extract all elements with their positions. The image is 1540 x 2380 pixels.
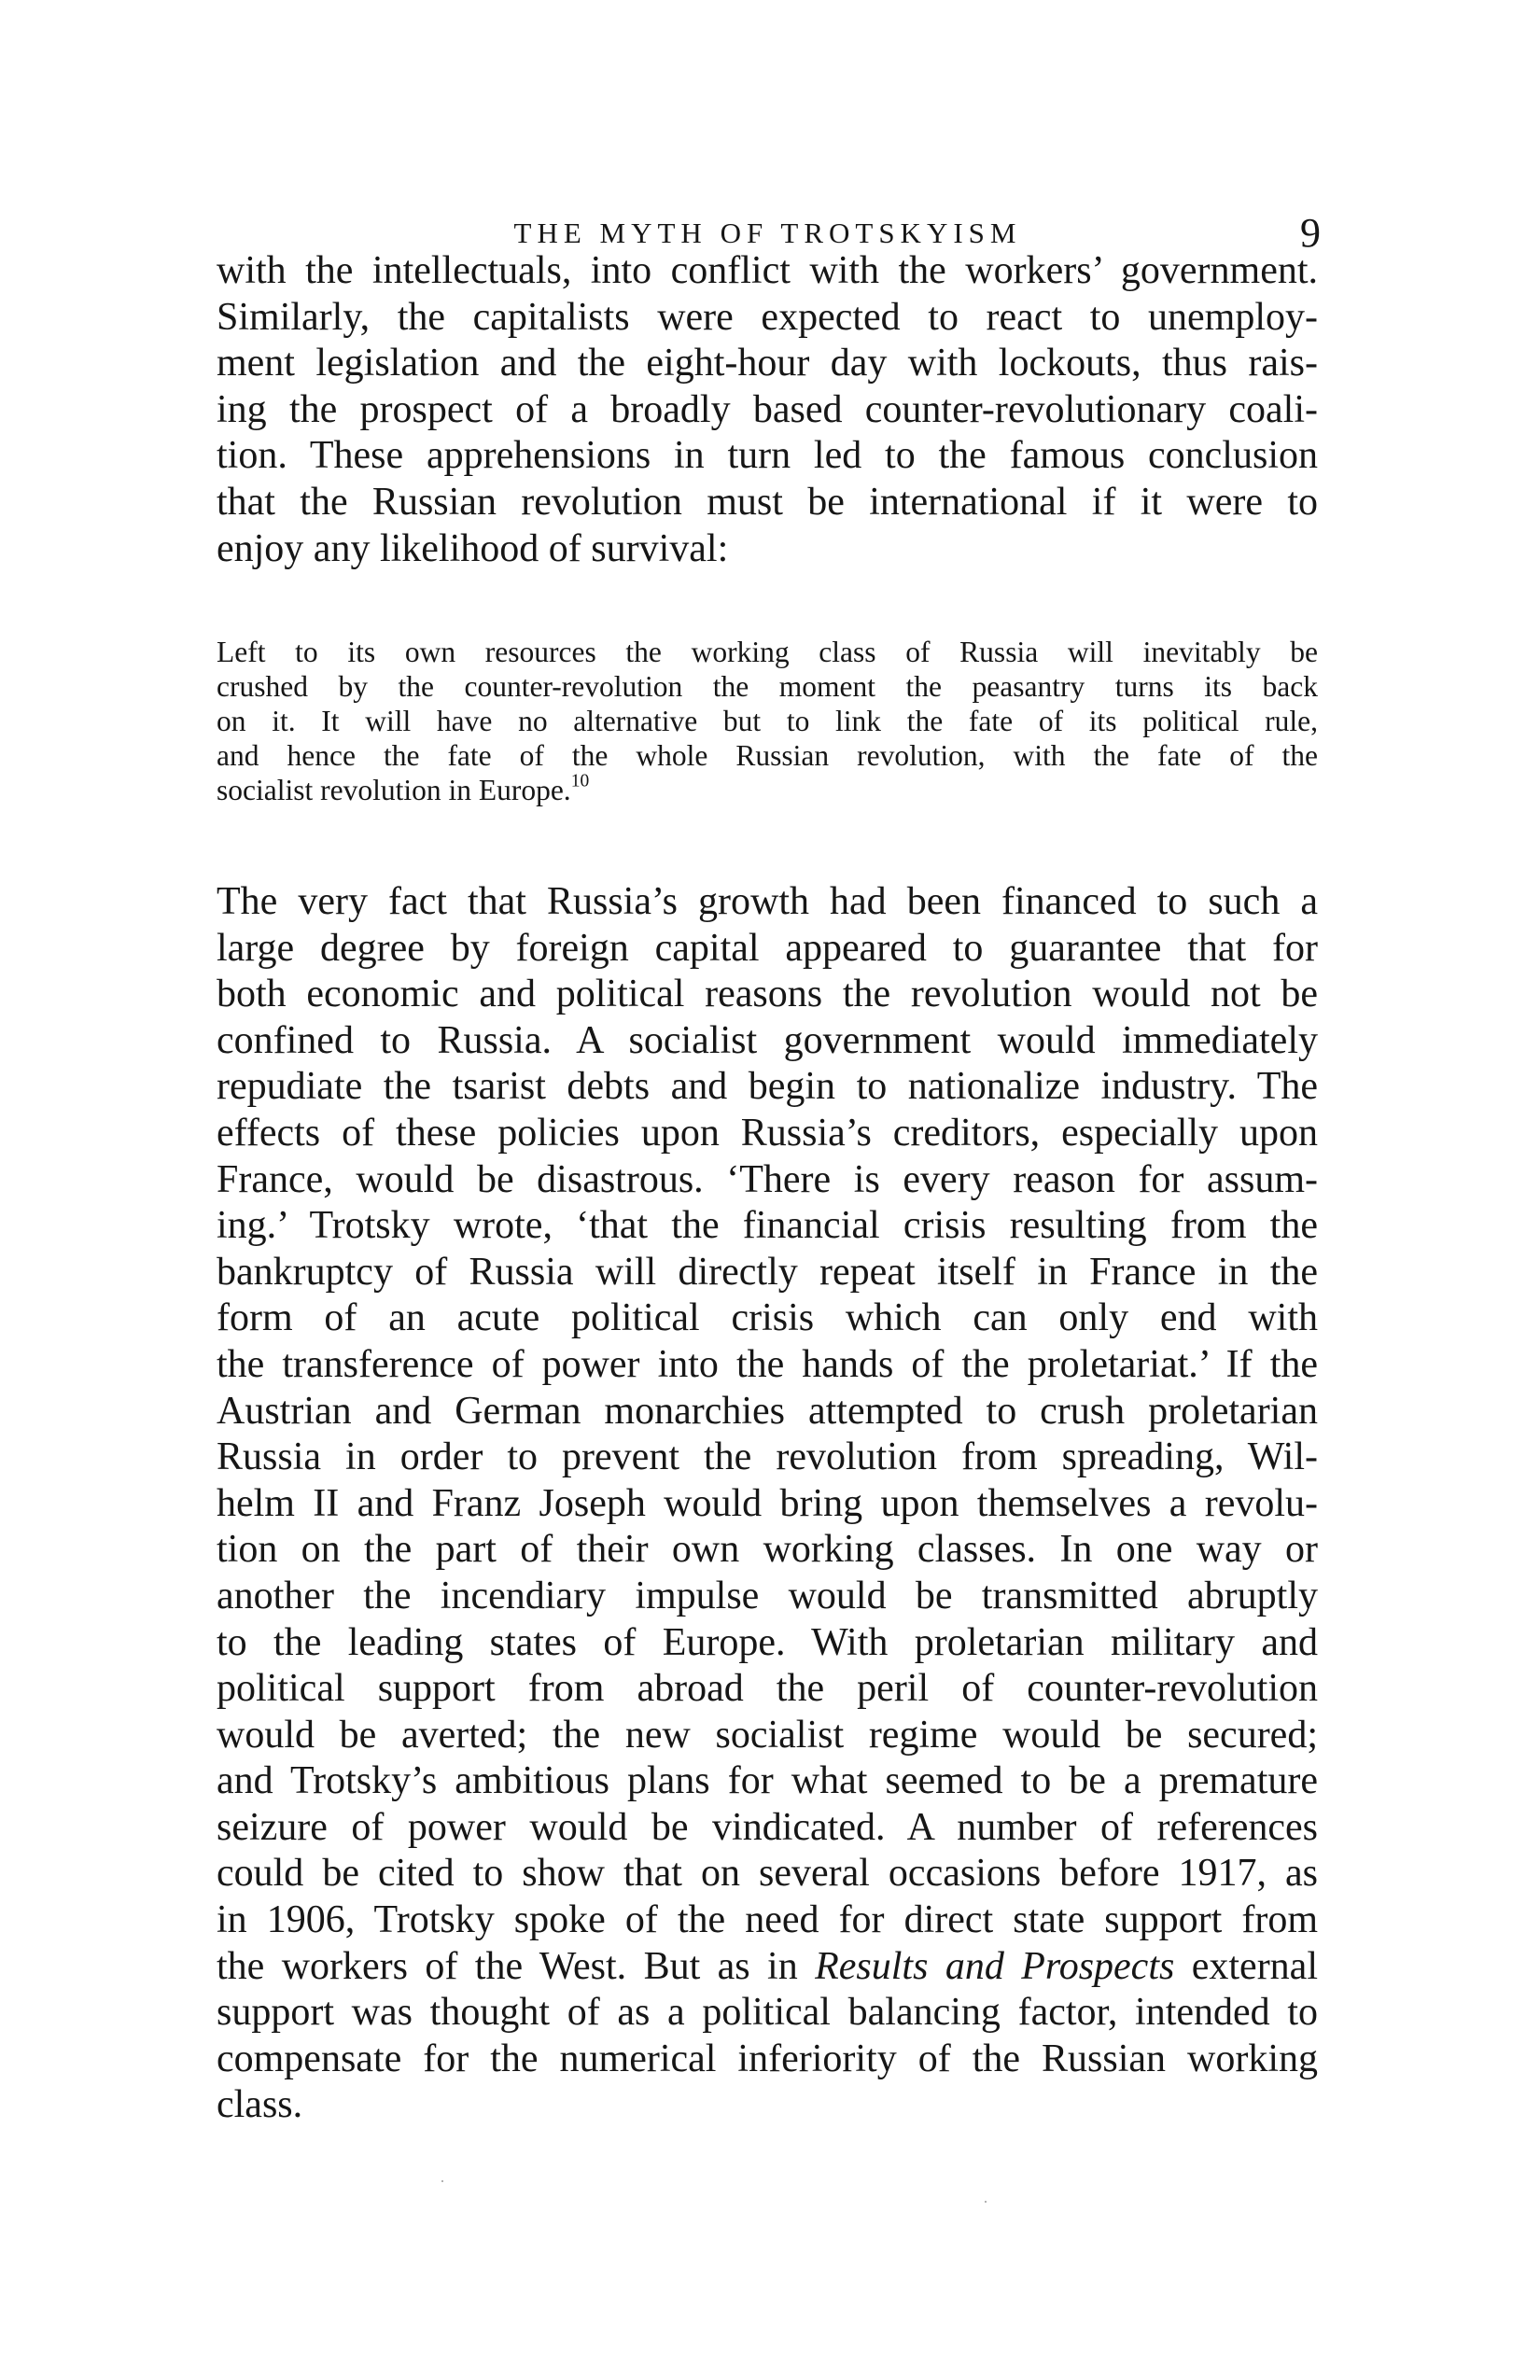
text-segment: external	[1174, 1944, 1318, 1988]
text-line: the transference of power into the hands of the proletariat.’ If the	[217, 1342, 1318, 1386]
text-line: enjoy any likelihood of survival:	[217, 526, 729, 570]
paragraph-1	[217, 248, 1318, 572]
text-line: tion. These apprehensions in turn led to the famous conclusion	[217, 434, 1318, 478]
text-line: form of an acute political crisis which can only end with	[217, 1296, 1318, 1340]
text-segment: the workers of the West. But as in	[217, 1944, 816, 1988]
text-line: helm II and Franz Joseph would bring upon themselves a revolu-	[217, 1481, 1318, 1525]
text-line: ing.’ Trotsky wrote, ‘that the financial crisis resulting from the	[217, 1204, 1318, 1248]
text-line: seizure of power would be vindicated. A number of references	[217, 1805, 1318, 1849]
text-line: and Trotsky’s ambitious plans for what seemed to be a premature	[217, 1759, 1318, 1803]
text-line: compensate for the numerical inferiority of the Russian working	[217, 2037, 1318, 2080]
text-line: in 1906, Trotsky spoke of the need for direct state support from	[217, 1898, 1318, 1942]
text-line: support was thought of as a political balancing factor, intended to	[217, 1991, 1318, 2035]
text-line: ing the prospect of a broadly based counter-revolutionary coali-	[217, 387, 1318, 431]
quote-line	[217, 773, 1318, 807]
page-number: 9	[1300, 210, 1321, 256]
text-line: ment legislation and the eight-hour day with lockouts, thus rais-	[217, 342, 1318, 385]
text-line: would be averted; the new socialist regime would be secured;	[217, 1713, 1318, 1757]
quote-line: Left to its own resources the working class of Russia will inevitably be	[217, 636, 1318, 668]
text-line: class.	[217, 2083, 303, 2127]
running-title: THE MYTH OF TROTSKYISM	[513, 217, 1022, 249]
quote-line: crushed by the counter-revolution the moment the peasantry turns its back	[217, 670, 1318, 703]
text-line: Austrian and German monarchies attempted to crush proletarian	[217, 1389, 1318, 1433]
text-line	[217, 1944, 1318, 1991]
text-line: Russia in order to prevent the revolution from spreading, Wil-	[217, 1435, 1318, 1479]
text-line: The very fact that Russia’s growth had been financed to such a	[217, 880, 1318, 923]
block-quotation	[217, 635, 1318, 807]
text-line: with the intellectuals, into conflict with the workers’ government.	[217, 249, 1318, 292]
footnote-reference: 10	[570, 771, 590, 791]
text-line: France, would be disastrous. ‘There is every reason for assum-	[217, 1157, 1318, 1201]
text-line: repudiate the tsarist debts and begin to nationalize industry. The	[217, 1065, 1318, 1109]
scan-speck	[985, 2201, 987, 2203]
text-line: effects of these policies upon Russia’s creditors, especially upon	[217, 1111, 1318, 1155]
text-line: another the incendiary impulse would be transmitted abruptly	[217, 1574, 1318, 1617]
text-line: tion on the part of their own working classes. In one way or	[217, 1528, 1318, 1572]
text-line: that the Russian revolution must be international if it were to	[217, 480, 1318, 524]
quote-line-text: socialist revolution in Europe.	[217, 774, 571, 806]
quote-line: on it. It will have no alternative but to link the fate of its political rule,	[217, 705, 1318, 737]
text-line: to the leading states of Europe. With proletarian military and	[217, 1620, 1318, 1664]
text-line: could be cited to show that on several occasions before 1917, as	[217, 1852, 1318, 1896]
text-line: political support from abroad the peril of counter-revolution	[217, 1667, 1318, 1711]
text-line: Similarly, the capitalists were expected to react to unemploy-	[217, 295, 1318, 339]
text-line: confined to Russia. A socialist government would immediately	[217, 1018, 1318, 1062]
quote-line: and hence the fate of the whole Russian revolution, with the fate of the	[217, 739, 1318, 772]
scan-speck	[441, 2180, 443, 2182]
text-line: bankruptcy of Russia will directly repeat itself in France in the	[217, 1250, 1318, 1294]
text-line: both economic and political reasons the revolution would not be	[217, 973, 1318, 1016]
book-title-italic: Results and Prospects	[815, 1944, 1175, 1988]
text-line: large degree by foreign capital appeared to guarantee that for	[217, 926, 1318, 970]
paragraph-2	[217, 879, 1318, 2129]
